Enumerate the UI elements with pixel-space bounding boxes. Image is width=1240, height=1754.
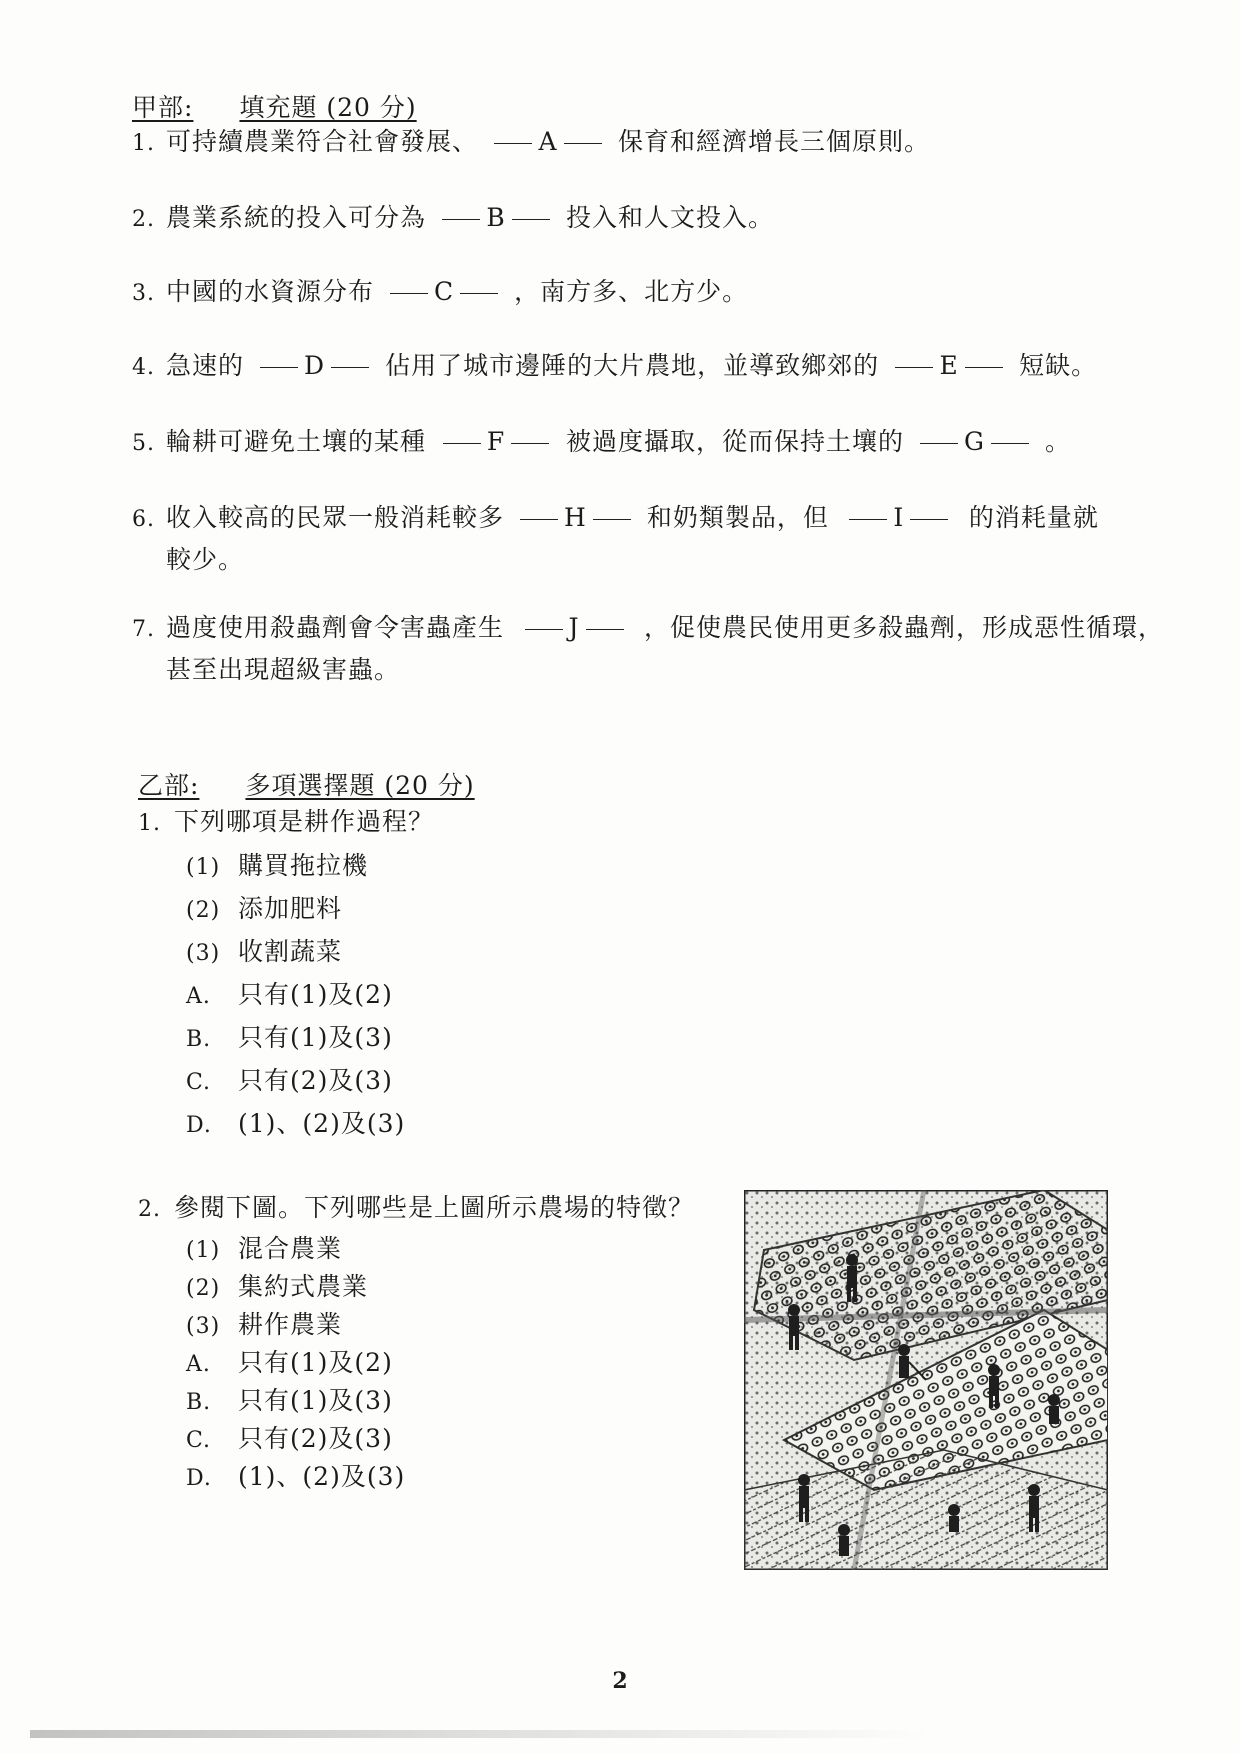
answer-blank[interactable] <box>914 422 1035 462</box>
option-text: 只有(1)及(3) <box>238 1023 393 1052</box>
option-text: 只有(1)及(3) <box>238 1386 393 1415</box>
question-text: 輪耕可避免土壤的某種 <box>166 427 427 456</box>
option-key: (3) <box>186 1314 221 1339</box>
question-text-continued: 較少。 <box>166 545 245 574</box>
blank-label: D <box>304 351 326 380</box>
fill-question-4 <box>132 346 1097 388</box>
blank-label: J <box>568 613 580 642</box>
fill-question-7 <box>132 608 1164 690</box>
question-text: ，南方多、北方少。 <box>514 277 749 306</box>
option-key: D. <box>186 1113 212 1138</box>
mc-question-2 <box>138 1186 694 1496</box>
option-key: (1) <box>186 855 221 880</box>
option-text: 只有(2)及(3) <box>238 1424 393 1453</box>
option-key: A. <box>186 984 211 1009</box>
choice-c[interactable] <box>138 1420 694 1458</box>
question-text: ，促使農民使用更多殺蟲劑，形成惡性循環， <box>644 613 1165 642</box>
option-key: (1) <box>186 1238 221 1263</box>
option-key: C. <box>186 1428 212 1453</box>
option-text: 只有(1)及(2) <box>238 980 393 1009</box>
choice-a[interactable] <box>138 973 434 1016</box>
section-a-title <box>132 88 417 124</box>
question-text: 保育和經濟增長三個原則。 <box>618 127 931 156</box>
choice-d[interactable] <box>138 1102 434 1145</box>
fill-question-2 <box>132 198 774 240</box>
question-text: 短缺。 <box>1019 351 1098 380</box>
question-stem <box>138 800 434 844</box>
option-key: C. <box>186 1070 212 1095</box>
question-number: 7. <box>132 617 155 642</box>
answer-blank[interactable] <box>384 272 504 312</box>
choice-b[interactable] <box>138 1016 434 1059</box>
fill-question-1 <box>132 122 930 164</box>
question-text: 下列哪項是耕作過程？ <box>174 807 435 836</box>
question-text: 的消耗量就 <box>968 503 1099 532</box>
option-text: 耕作農業 <box>238 1310 343 1339</box>
option-key: B. <box>186 1027 212 1052</box>
answer-blank[interactable] <box>839 498 959 538</box>
blank-label: H <box>564 503 587 532</box>
option-text: 只有(2)及(3) <box>238 1066 393 1095</box>
option-text: 集約式農業 <box>238 1272 369 1301</box>
option-3[interactable] <box>138 1306 694 1344</box>
option-1[interactable] <box>138 844 434 887</box>
question-number: 2. <box>132 207 155 232</box>
question-text-continued: 甚至出現超級害蟲。 <box>166 655 401 684</box>
choice-a[interactable] <box>138 1344 694 1382</box>
question-text: 佔用了城市邊陲的大片農地，並導致鄉郊的 <box>385 351 880 380</box>
question-text: 投入和人文投入。 <box>566 203 775 232</box>
question-number: 3. <box>132 281 155 306</box>
section-b-label: 乙部: <box>138 771 200 800</box>
blank-label: A <box>538 127 558 156</box>
option-1[interactable] <box>138 1230 694 1268</box>
question-stem <box>138 1186 694 1230</box>
section-a-subtitle: 填充題 (20 分) <box>239 93 417 122</box>
question-number: 4. <box>132 355 155 380</box>
answer-blank[interactable] <box>514 608 634 648</box>
option-text: 購買拖拉機 <box>238 851 369 880</box>
question-number: 2. <box>138 1197 161 1222</box>
question-text: 急速的 <box>166 351 245 380</box>
farm-illustration <box>744 1190 1108 1570</box>
question-text: 。 <box>1045 427 1072 456</box>
option-text: 只有(1)及(2) <box>238 1348 393 1377</box>
farmer-figure <box>838 1524 850 1556</box>
question-text: 農業系統的投入可分為 <box>166 203 427 232</box>
blank-label: F <box>486 427 506 456</box>
option-text: 收割蔬菜 <box>238 937 343 966</box>
option-text: 混合農業 <box>238 1234 343 1263</box>
fill-question-3 <box>132 272 748 314</box>
blank-label: B <box>486 203 506 232</box>
answer-blank[interactable] <box>436 198 556 238</box>
question-number: 6. <box>132 507 155 532</box>
option-key: D. <box>186 1466 212 1491</box>
question-text: 和奶類製品，但 <box>646 503 829 532</box>
question-text: 參閱下圖。下列哪些是上圖所示農場的特徵？ <box>174 1193 695 1222</box>
choice-c[interactable] <box>138 1059 434 1102</box>
fill-question-6 <box>132 498 1099 580</box>
question-text: 中國的水資源分布 <box>166 277 375 306</box>
section-a-label: 甲部: <box>132 93 194 122</box>
answer-blank[interactable] <box>488 122 608 162</box>
blank-label: G <box>964 427 986 456</box>
option-2[interactable] <box>138 1268 694 1306</box>
question-text: 收入較高的民眾一般消耗較多 <box>166 503 505 532</box>
option-text: 添加肥料 <box>238 894 343 923</box>
farmer-figure <box>1048 1394 1060 1424</box>
scan-edge-shadow <box>30 1730 930 1738</box>
blank-label: I <box>893 503 905 532</box>
option-key: B. <box>186 1390 212 1415</box>
answer-blank[interactable] <box>254 346 375 386</box>
option-key: (3) <box>186 941 221 966</box>
section-b-subtitle: 多項選擇題 (20 分) <box>245 771 475 800</box>
question-text: 過度使用殺蟲劑會令害蟲產生 <box>166 613 505 642</box>
option-key: A. <box>186 1352 211 1377</box>
choice-b[interactable] <box>138 1382 694 1420</box>
fill-question-5 <box>132 422 1071 464</box>
question-number: 5. <box>132 431 155 456</box>
question-text: 被過度攝取，從而保持土壤的 <box>566 427 905 456</box>
option-text: (1)、(2)及(3) <box>238 1462 406 1491</box>
choice-d[interactable] <box>138 1458 694 1496</box>
answer-blank[interactable] <box>514 498 637 538</box>
option-text: (1)、(2)及(3) <box>238 1109 406 1138</box>
option-3[interactable] <box>138 930 434 973</box>
section-b-title <box>138 766 475 802</box>
farmer-figure <box>948 1504 960 1532</box>
option-key: (2) <box>186 898 221 923</box>
blank-label: C <box>434 277 455 306</box>
answer-blank[interactable] <box>436 422 556 462</box>
answer-blank[interactable] <box>889 346 1009 386</box>
option-key: (2) <box>186 1276 221 1301</box>
mc-question-1 <box>138 800 434 1145</box>
question-number: 1. <box>138 811 161 836</box>
question-text: 可持續農業符合社會發展、 <box>166 127 479 156</box>
blank-label: E <box>939 351 959 380</box>
option-2[interactable] <box>138 887 434 930</box>
question-number: 1. <box>132 131 155 156</box>
page-number: 2 <box>612 1668 628 1694</box>
